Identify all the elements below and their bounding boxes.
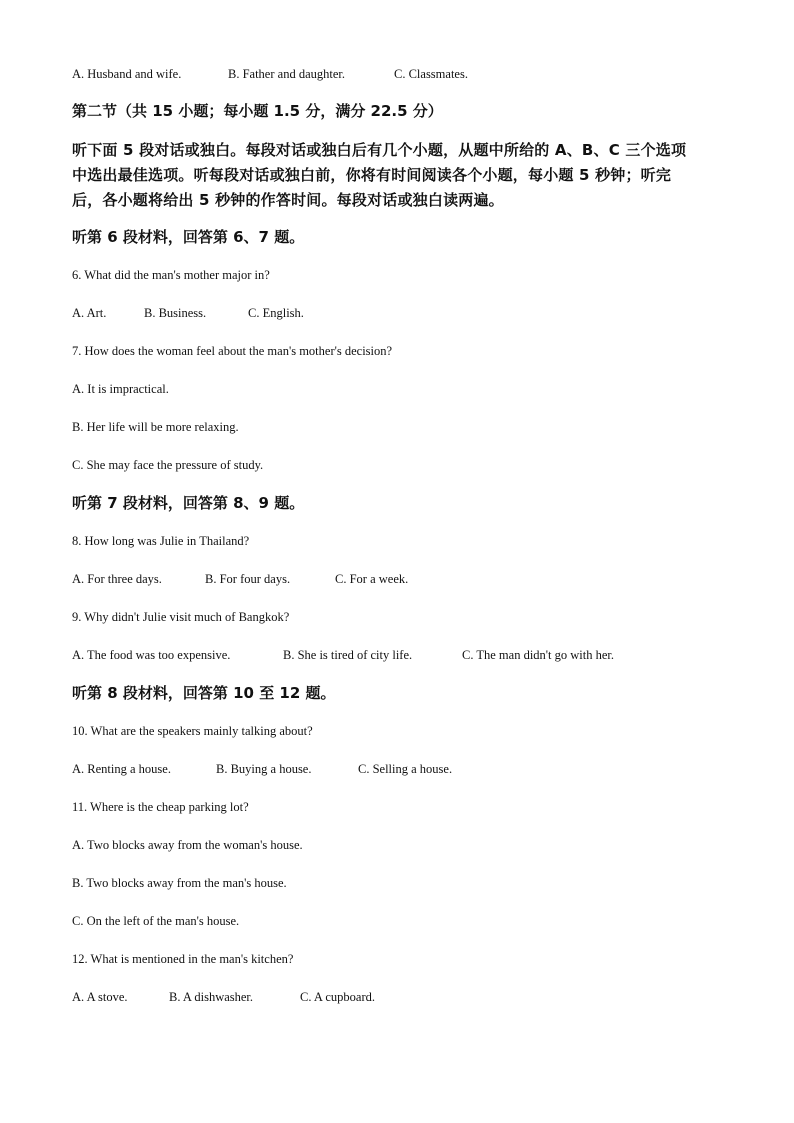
q8-option-b: B. For four days. (205, 572, 291, 586)
instructions-line-2: 中选出最佳选项。听每段对话或独白前，你将有时间阅读各个小题，每小题 5 秒钟；听完 (72, 166, 672, 184)
q11-option-b: B. Two blocks away from the man's house. (72, 876, 287, 890)
q11-option-c: C. On the left of the man's house. (72, 914, 240, 928)
question-12: 12. What is mentioned in the man's kitchen? (72, 952, 294, 966)
question-6: 6. What did the man's mother major in? (72, 268, 270, 282)
passage-8-heading: 听第 8 段材料，回答第 10 至 12 题。 (72, 684, 336, 702)
passage-7-heading: 听第 7 段材料，回答第 8、9 题。 (72, 494, 305, 512)
section-title: 第二节（共 15 小题；每小题 1.5 分，满分 22.5 分） (72, 102, 443, 120)
q12-option-a: A. A stove. (72, 990, 128, 1004)
q7-option-b: B. Her life will be more relaxing. (72, 420, 239, 434)
q9-option-a: A. The food was too expensive. (72, 648, 231, 662)
q10-option-a: A. Renting a house. (72, 762, 171, 776)
q12-options (72, 989, 375, 1005)
q6-options (72, 305, 304, 321)
question-10: 10. What are the speakers mainly talking about? (72, 724, 313, 738)
passage-6-heading: 听第 6 段材料，回答第 6、7 题。 (72, 228, 305, 246)
q5-option-a: A. Husband and wife. (72, 67, 182, 81)
q8-options (72, 571, 408, 587)
q9-options (72, 647, 614, 663)
section-instructions (72, 138, 722, 213)
instructions-line-3: 后，各小题将给出 5 秒钟的作答时间。每段对话或独白读两遍。 (72, 191, 504, 209)
q6-option-c: C. English. (248, 306, 304, 320)
q8-option-c: C. For a week. (335, 572, 409, 586)
q6-option-a: A. Art. (72, 306, 107, 320)
q10-option-c: C. Selling a house. (358, 762, 453, 776)
q9-option-b: B. She is tired of city life. (283, 648, 413, 662)
question-8: 8. How long was Julie in Thailand? (72, 534, 250, 548)
q5-option-b: B. Father and daughter. (228, 67, 345, 81)
q9-option-c: C. The man didn't go with her. (462, 648, 615, 662)
question-11: 11. Where is the cheap parking lot? (72, 800, 249, 814)
instructions-line-1: 听下面 5 段对话或独白。每段对话或独白后有几个小题，从题中所给的 A、B、C 三个选项 (72, 141, 687, 159)
q12-option-b: B. A dishwasher. (169, 990, 254, 1004)
question-9: 9. Why didn't Julie visit much of Bangkok? (72, 610, 290, 624)
q7-option-a: A. It is impractical. (72, 382, 169, 396)
q10-options (72, 761, 452, 777)
q10-option-b: B. Buying a house. (216, 762, 312, 776)
q8-option-a: A. For three days. (72, 572, 162, 586)
q11-option-a: A. Two blocks away from the woman's house. (72, 838, 303, 852)
q5-options (72, 66, 468, 82)
q12-option-c: C. A cupboard. (300, 990, 375, 1004)
question-7: 7. How does the woman feel about the man's mother's decision? (72, 344, 393, 358)
q5-option-c: C. Classmates. (394, 67, 468, 81)
q7-option-c: C. She may face the pressure of study. (72, 458, 264, 472)
q6-option-b: B. Business. (144, 306, 207, 320)
